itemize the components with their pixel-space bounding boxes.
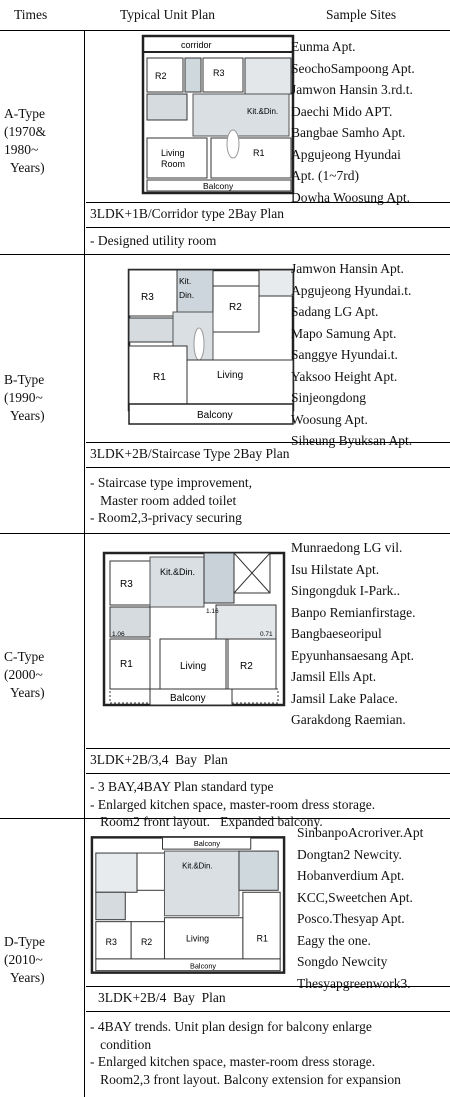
row-d-type: [0, 818, 450, 1097]
times-line: A-Type: [4, 106, 46, 121]
note-line: Room2 front layout. Expanded balcony.: [90, 814, 323, 829]
plan-label: R1: [256, 933, 268, 944]
note-line: - 4BAY trends. Unit plan design for balcony enlarge: [90, 1019, 372, 1034]
plan-type-text: 3LDK+2B/4 Bay Plan: [98, 990, 226, 1005]
header-plan: Typical Unit Plan: [120, 7, 216, 22]
site-item: Mapo Samung Apt.: [291, 325, 397, 341]
site-item: Songdo Newcity: [297, 954, 388, 969]
plan-notes: [86, 467, 450, 533]
times-line: (1970&: [4, 124, 46, 139]
site-item: Daechi Mido APT.: [291, 103, 393, 119]
plan-type: [86, 986, 450, 1011]
plan-label: Living: [186, 933, 210, 944]
plan-type-text: 3LDK+2B/3,4 Bay Plan: [90, 752, 228, 767]
plan-label: corridor: [181, 40, 212, 50]
floor-plan-c: [94, 543, 294, 713]
note-line: - Staircase type improvement,: [90, 475, 252, 490]
floor-plan-d: [88, 830, 288, 980]
times-line: Years): [10, 970, 45, 985]
times-line: B-Type: [4, 372, 45, 387]
note-line: - Enlarged kitchen space, master-room dress storage.: [90, 796, 376, 812]
times-line: (1990~: [4, 390, 43, 405]
note-line: Room2,3 front layout. Balcony extension for expansion: [90, 1071, 401, 1087]
times-line: D-Type: [4, 934, 46, 949]
site-item: Eagy the one.: [297, 932, 371, 948]
note-line: condition: [90, 1036, 152, 1052]
plan-label: Kit.&Din.: [160, 567, 196, 577]
site-item: Woosung Apt.: [291, 411, 368, 427]
plan-label: 0.71: [260, 631, 273, 638]
times-line: Years): [10, 685, 45, 700]
site-item: Bangbae Samho Apt.: [291, 125, 406, 140]
plan-label: R3: [213, 68, 225, 78]
note-line: - 3 BAY,4BAY Plan standard type: [90, 779, 274, 794]
table-header: [0, 0, 450, 31]
site-item: Sanggye Hyundai.t.: [291, 347, 398, 362]
site-item: Dongtan2 Newcity.: [297, 846, 402, 862]
site-item: Garakdong Raemian.: [291, 712, 406, 727]
site-item: Thesyapgreenwork3.: [297, 975, 411, 991]
plan-label: Din.: [179, 290, 195, 300]
site-item: Apgujeong Hyundai.t.: [291, 282, 412, 298]
site-item: Sadang LG Apt.: [291, 304, 379, 319]
plan-label: 1.16: [206, 608, 219, 615]
plan-label: Balcony: [197, 410, 233, 421]
note-line: - Designed utility room: [90, 233, 217, 248]
site-item: Munraedong LG vil.: [291, 540, 403, 555]
plan-label: R2: [240, 661, 253, 672]
plan-label: R2: [229, 302, 242, 313]
times-line: 1980~: [4, 142, 39, 157]
site-item: KCC,Sweetchen Apt.: [297, 889, 413, 905]
plan-label: Kit.&Din.: [247, 107, 279, 116]
times-cell: [0, 30, 85, 254]
plan-label: Room: [161, 159, 186, 169]
plan-notes: [86, 227, 450, 254]
header-sites: Sample Sites: [326, 7, 397, 22]
site-item: Banpo Remianfirstage.: [291, 604, 416, 620]
plan-label: Living: [180, 661, 207, 672]
times-cell: [0, 254, 85, 533]
plan-label: R1: [153, 372, 166, 383]
plan-label: R3: [141, 292, 154, 303]
row-c-type: [0, 533, 450, 829]
sample-sites: [291, 537, 415, 731]
times-line: (2000~: [4, 667, 43, 682]
times-cell: [0, 533, 85, 818]
plan-type-text: 3LDK+1B/Corridor type 2Bay Plan: [90, 206, 284, 221]
note-line: - Enlarged kitchen space, master-room dress storage.: [90, 1054, 376, 1069]
site-item: Dowha Woosung Apt.: [291, 189, 411, 205]
plan-label: Balcony: [203, 181, 234, 191]
site-item: Isu Hilstate Apt.: [291, 561, 380, 577]
floor-plan-b: [112, 266, 312, 428]
plan-label: Kit.&Din.: [182, 861, 213, 871]
plan-label: 1.06: [112, 631, 125, 638]
plan-label: R2: [155, 71, 167, 81]
plan-label: R3: [105, 937, 117, 948]
site-item: Jamsil Lake Palace.: [291, 690, 398, 706]
site-item: Jamwon Hansin 3.rd.t.: [291, 82, 413, 97]
site-item: Posco.Thesyap Apt.: [297, 911, 405, 926]
plan-type: [86, 442, 450, 467]
plan-notes: [86, 1011, 450, 1097]
site-item: Singongduk I-Park..: [291, 583, 401, 598]
plan-label: R3: [120, 579, 133, 590]
plan-label: Living: [161, 148, 185, 158]
note-line: Master room added toilet: [90, 492, 237, 508]
times-line: (2010~: [4, 952, 43, 967]
sample-sites: [291, 258, 412, 452]
plan-notes: [86, 773, 450, 829]
plan-label: Kit.: [179, 276, 192, 286]
site-item: Jamsil Ells Apt.: [291, 669, 377, 684]
plan-label: Balcony: [193, 839, 221, 849]
site-item: Bangbaeseoripul: [291, 626, 382, 641]
site-item: Yaksoo Height Apt.: [291, 368, 398, 384]
plan-label: Balcony: [170, 693, 206, 704]
row-a-type: [0, 30, 450, 255]
plan-type: [86, 202, 450, 227]
plan-type-text: 3LDK+2B/Staircase Type 2Bay Plan: [90, 446, 290, 461]
site-item: Jamwon Hansin Apt.: [291, 261, 404, 276]
times-cell: [0, 818, 85, 1097]
site-item: SinbanpoAcroriver.Apt: [297, 825, 424, 840]
site-item: Hobanverdium Apt.: [297, 868, 405, 883]
site-item: Apt. (1~7rd): [291, 168, 360, 183]
header-times: Times: [14, 7, 48, 22]
note-line: - Room2,3-privacy securing: [90, 510, 242, 525]
site-item: SeochoSampoong Apt.: [291, 60, 415, 76]
times-line: C-Type: [4, 649, 45, 664]
site-item: Apgujeong Hyundai: [291, 146, 401, 162]
site-item: Sinjeongdong: [291, 390, 367, 405]
times-line: Years): [10, 408, 45, 423]
plan-label: R1: [120, 659, 133, 670]
site-item: Epyunhansaesang Apt.: [291, 647, 414, 663]
times-line: Years): [10, 160, 45, 175]
plan-label: R2: [140, 937, 153, 948]
plan-label: Balcony: [189, 961, 217, 971]
plan-type: [86, 748, 450, 773]
site-item: Siheung Byuksan Apt.: [291, 433, 413, 448]
floor-plan-a: [118, 34, 318, 196]
plan-label: R1: [253, 148, 265, 158]
sample-sites: [291, 36, 415, 208]
site-item: Eunma Apt.: [291, 39, 356, 54]
row-b-type: [0, 254, 450, 534]
plan-label: Living: [217, 370, 244, 381]
sample-sites: [297, 822, 423, 994]
